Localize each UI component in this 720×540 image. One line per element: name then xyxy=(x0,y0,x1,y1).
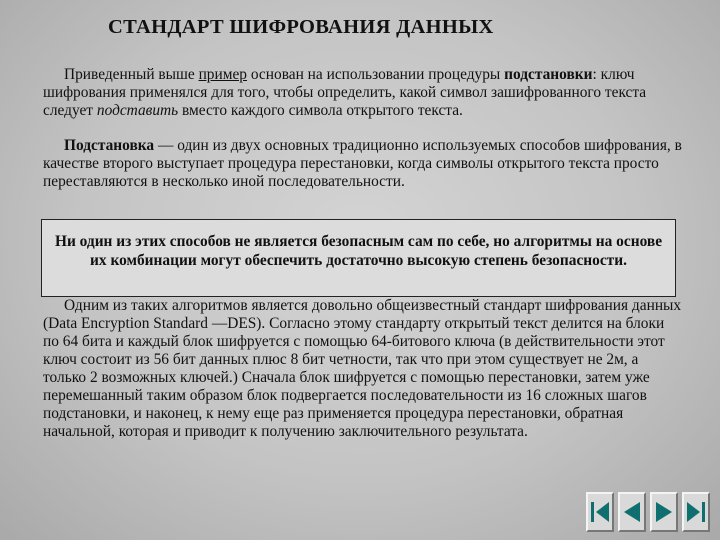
callout-box xyxy=(41,219,676,297)
paragraph-des-description xyxy=(43,297,683,441)
first-slide-icon xyxy=(589,499,611,525)
para1-text-b: основан на использовании процедуры xyxy=(247,66,505,83)
term-substitution: подстановки xyxy=(504,66,593,83)
para1-text-a: Приведенный выше xyxy=(64,66,199,83)
slide-navigation xyxy=(586,492,712,532)
previous-slide-icon xyxy=(621,499,643,525)
slide-title: СТАНДАРТ ШИФРОВАНИЯ ДАННЫХ xyxy=(108,16,494,38)
callout-text: Ни один из этих способов не является безопасным сам по себе, но алгоритмы на основе их комбинации могут обеспечить достаточно высокую степень безопасности. xyxy=(54,233,663,269)
paragraph-substitution-definition xyxy=(43,137,683,191)
last-slide-button[interactable] xyxy=(682,492,710,532)
next-slide-button[interactable] xyxy=(650,492,678,532)
para1-text-d: вместо каждого символа открытого текста. xyxy=(178,102,463,119)
last-slide-icon xyxy=(685,499,707,525)
para2-text: — один из двух основных традиционно используемых способов шифрования, в качестве второго выступает процедура перестановки, когда символы открытого текста просто переставляются в несколько иной последовательности. xyxy=(43,137,682,190)
para1-text-c: : ключ шифрования применялся для того, чтобы определить, какой символ зашифрованного текста следует xyxy=(43,66,647,119)
first-slide-button[interactable] xyxy=(586,492,614,532)
term-substitution-heading: Подстановка xyxy=(64,137,155,154)
previous-slide-button[interactable] xyxy=(618,492,646,532)
para3-text: Одним из таких алгоритмов является довольно общеизвестный стандарт шифрования данных (Data Encryption Standard —DES). Согласно этому стандарту открытый текст делится на блоки по 64 бита и каждый блок шифруется с помощью 64-битового ключа (в действительности этот ключ состоит из 56 бит данных плюс 8 бит четности, так что при этом существует не 2м, а только 2 возможных ключей.) Сначала блок шифруется с помощью перестановки, затем уже перемешанный таким образом блок подвергается последовательности из 16 сложных шагов подстановки, и наконец, к нему еще раз применяется процедура перестановки, обратная начальной, которая и приводит к получению заключительного результата. xyxy=(43,297,682,440)
example-link[interactable]: пример xyxy=(198,66,247,83)
emphasis-substitute: подставить xyxy=(96,102,179,119)
next-slide-icon xyxy=(653,499,675,525)
paragraph-substitution-example xyxy=(43,66,683,120)
